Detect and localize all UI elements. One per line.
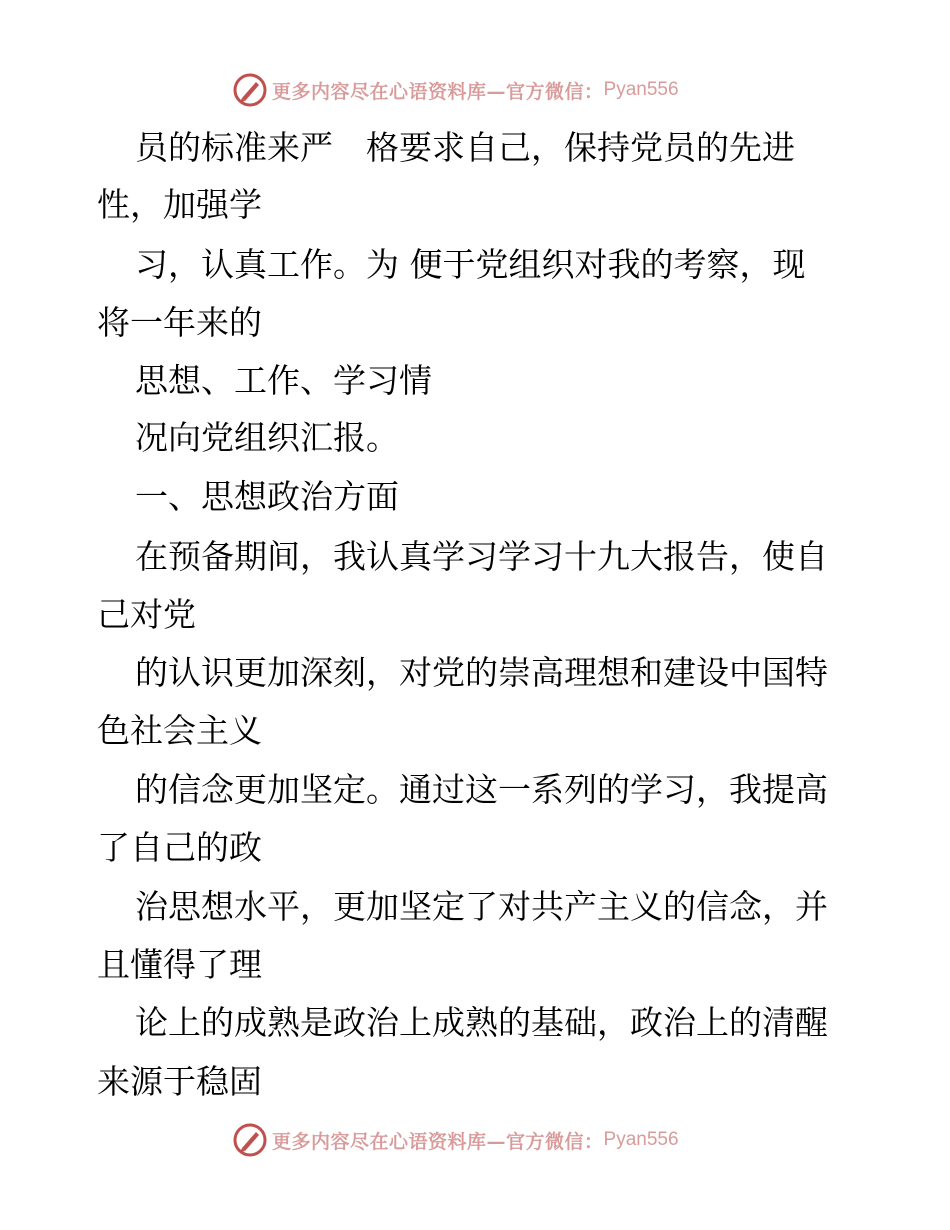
body-line: 治思想水平，更加坚定了对共产主义的信念，并 xyxy=(135,887,828,926)
body-line: 在预备期间，我认真学习学习十九大报告，使自 xyxy=(135,537,828,576)
header-banner-text: 更多内容尽在心语资料库—官方微信： xyxy=(272,80,604,103)
body-line: 性，加强学 xyxy=(97,185,262,224)
body-line: 的信念更加坚定。通过这一系列的学习，我提高 xyxy=(135,770,828,809)
footer-banner xyxy=(232,1120,679,1160)
header-wechat-id: Pyan556 xyxy=(603,79,679,100)
header-banner xyxy=(232,70,679,110)
footer-banner-text: 更多内容尽在心语资料库—官方微信： xyxy=(272,1130,604,1153)
body-line: 论上的成熟是政治上成熟的基础，政治上的清醒 xyxy=(135,1003,828,1042)
body-line: 了自己的政 xyxy=(97,828,262,867)
section-heading: 一、思想政治方面 xyxy=(135,477,399,516)
body-line: 习，认真工作。为 便于党组织对我的考察，现 xyxy=(135,245,806,284)
body-line: 己对党 xyxy=(97,595,196,634)
body-line: 且懂得了理 xyxy=(97,945,262,984)
body-line: 色社会主义 xyxy=(97,711,262,750)
pen-logo-icon xyxy=(232,1122,268,1158)
body-line: 的认识更加深刻，对党的崇高理想和建设中国特 xyxy=(135,653,828,692)
body-line: 况向党组织汇报。 xyxy=(135,418,399,457)
pen-logo-icon xyxy=(232,72,268,108)
body-line: 来源于稳固 xyxy=(97,1062,262,1101)
footer-wechat-id: Pyan556 xyxy=(603,1129,679,1150)
body-line: 思想、工作、学习情 xyxy=(135,361,432,400)
body-line: 将一年来的 xyxy=(97,303,262,342)
body-line: 员的标准来严 格要求自己，保持党员的先进 xyxy=(135,128,795,167)
